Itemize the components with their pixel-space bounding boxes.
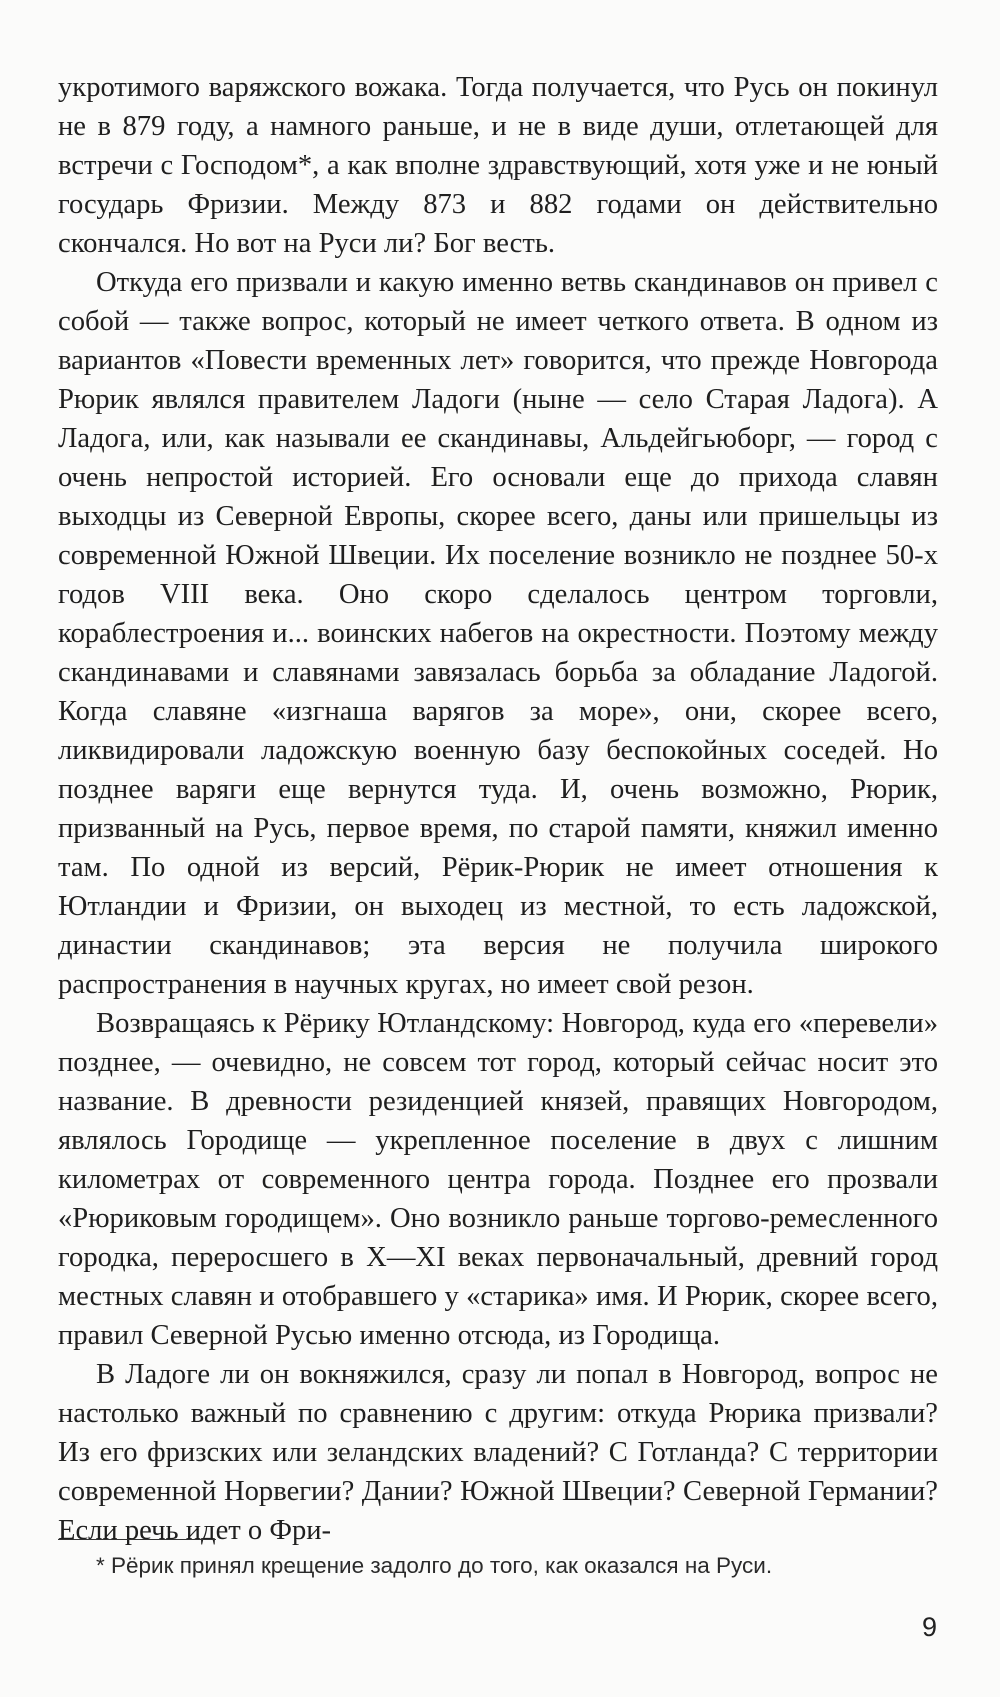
main-text	[58, 68, 938, 1550]
paragraph-gorodishche: Возвращаясь к Рёрику Ютландскому: Новгород, куда его «перевели» позднее, — очевидно, не совсем тот город, который сейчас носит это название. В древности резиденцией князей, правящих Новгородом, являлось Городище — укрепленное поселение в двух с лишним километрах от современного центра города. Позднее его прозвали «Рюриковым городищем». Оно возникло раньше торгово-ремесленного городка, переросшего в X—XI веках первоначальный, древний город местных славян и отобравшего у «старика» имя. И Рюрик, скорее всего, правил Северной Русью именно отсюда, из Городища.	[58, 1008, 938, 1351]
paragraph-ladoga: Откуда его призвали и какую именно ветвь скандинавов он привел с собой — также вопрос, который не имеет четкого ответа. В одном из вариантов «Повести временных лет» говорится, что прежде Новгорода Рюрик являлся правителем Ладоги (ныне — село Старая Ладога). А Ладога, или, как называли ее скандинавы, Альдейгьюборг, — город с очень непростой историей. Его основали еще до прихода славян выходцы из Северной Европы, скорее всего, даны или пришельцы из современной Южной Швеции. Их поселение возникло не позднее 50-х годов VIII века. Оно скоро сделалось центром торговли, кораблестроения и... воинских набегов на окрестности. Поэтому между скандинавами и славянами завязалась борьба за обладание Ладогой. Когда славяне «изгнаша варягов за море», они, скорее всего, ликвидировали ладожскую военную базу беспокойных соседей. Но позднее варяги еще вернутся туда. И, очень возможно, Рюрик, призванный на Русь, первое время, по старой памяти, княжил именно там. По одной из версий, Рёрик-Рюрик не имеет отношения к Ютландии и Фризии, он выходец из местной, то есть ладожской, династии скандинавов; эта версия не получила широкого распространения в научных кругах, но имеет свой резон.	[58, 267, 938, 1000]
page-number: 9	[921, 1612, 937, 1642]
paragraph-origin-question: В Ладоге ли он вокняжился, сразу ли попал в Новгород, вопрос не настолько важный по сравнению с другим: откуда Рюрика призвали? Из его фризских или зеландских владений? С Готланда? С территории современной Норвегии? Дании? Южной Швеции? Северной Германии? Если речь идет о Фри-	[58, 1359, 938, 1546]
paragraph-continuation: укротимого варяжского вожака. Тогда получается, что Русь он покинул не в 879 году, а намного раньше, и не в виде души, отлетающей для встречи с Господом*, а как вполне здравствующий, хотя уже и не юный государь Фризии. Между 873 и 882 годами он действительно скончался. Но вот на Руси ли? Бог весть.	[58, 72, 938, 259]
footnote-divider	[58, 1539, 216, 1540]
footnote: * Рёрик принял крещение задолго до того, как оказался на Руси.	[96, 1553, 773, 1578]
